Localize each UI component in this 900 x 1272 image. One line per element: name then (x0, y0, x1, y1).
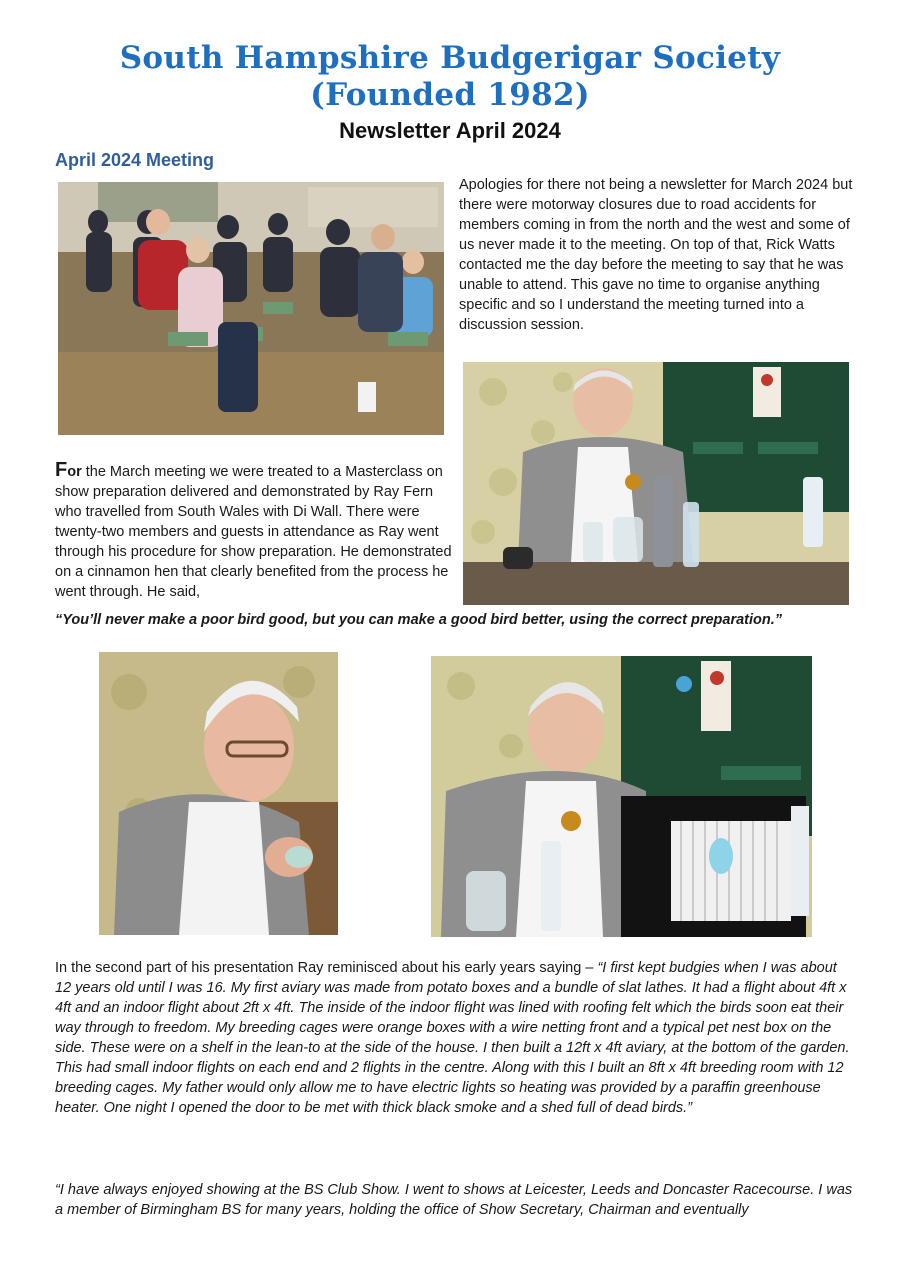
apologies-paragraph: Apologies for there not being a newsletter for March 2024 but there were motorway closures due to road accidents for members coming in from the north and the west and some of us never made it to the meeting. On top of that, Rick Watts contacted me the day before the meeting to say that he was unable to attend. This gave no time to organise anything specific and so I understand the meeting turned into a discussion session. (459, 177, 853, 333)
drop-cap: F (55, 459, 68, 481)
drop-cap-suffix: or (67, 464, 82, 480)
photo-ray-handling-bird (99, 652, 338, 935)
shows-paragraph: “I have always enjoyed showing at the BS Club Show. I went to shows at Leicester, Leeds and Doncaster Racecourse. I was a member of Birmingham BS for many years, holding the office of Show Secretary, Chairman and eventually (55, 1182, 853, 1218)
march-quote: “You’ll never make a poor bird good, but you can make a good bird better, using the correct preparation.” (55, 612, 783, 628)
early-years-quote: “I first kept budgies when I was about 12 years old until I was 16. My first aviary was made from potato boxes and a bundle of slat lathes. It had a flight about 4ft x 4ft and an indoor flight about 2ft x 4ft. The inside of the indoor flight was lined with roofing felt which the birds soon eat their way through to freedom. My breeding cages were orange boxes with a wire netting front and a typical pet nest box on the side. These were on a shelf in the lean-to at the side of the house. I then built a 12ft x 4ft aviary, at the bottom of the garden. This had small indoor flights on each end and 2 flights in the centre. Along with this I built an 8ft x 4ft breeding room with 12 breeding cages. My father would only allow me to have electric lights so heating was provided by a paraffin greenhouse heater. One night I opened the door to be met with thick black smoke and a shed full of dead birds.” (55, 960, 850, 1116)
newsletter-subtitle: Newsletter April 2024 (339, 118, 561, 143)
photo-ray-with-cage (431, 656, 812, 937)
photo-audience (58, 182, 444, 435)
early-years-intro: In the second part of his presentation Ray reminisced about his early years saying – (55, 960, 598, 976)
founded-line: (Founded 1982) (310, 77, 590, 113)
society-title: South Hampshire Budgerigar Society (119, 40, 781, 76)
section-heading: April 2024 Meeting (55, 150, 215, 170)
march-meeting-paragraph (55, 460, 460, 602)
march-body-text: the March meeting we were treated to a Masterclass on show preparation delivered and demonstrated by Ray Fern who travelled from South Wales with Di Wall. There were twenty-two members and guests in attendance as Ray went through his procedure for show preparation. He demonstrated on a cinnamon hen that clearly benefited from the process he went through. He said, (55, 464, 452, 600)
early-years-paragraph (55, 958, 855, 1118)
photo-ray-at-table (463, 362, 849, 605)
